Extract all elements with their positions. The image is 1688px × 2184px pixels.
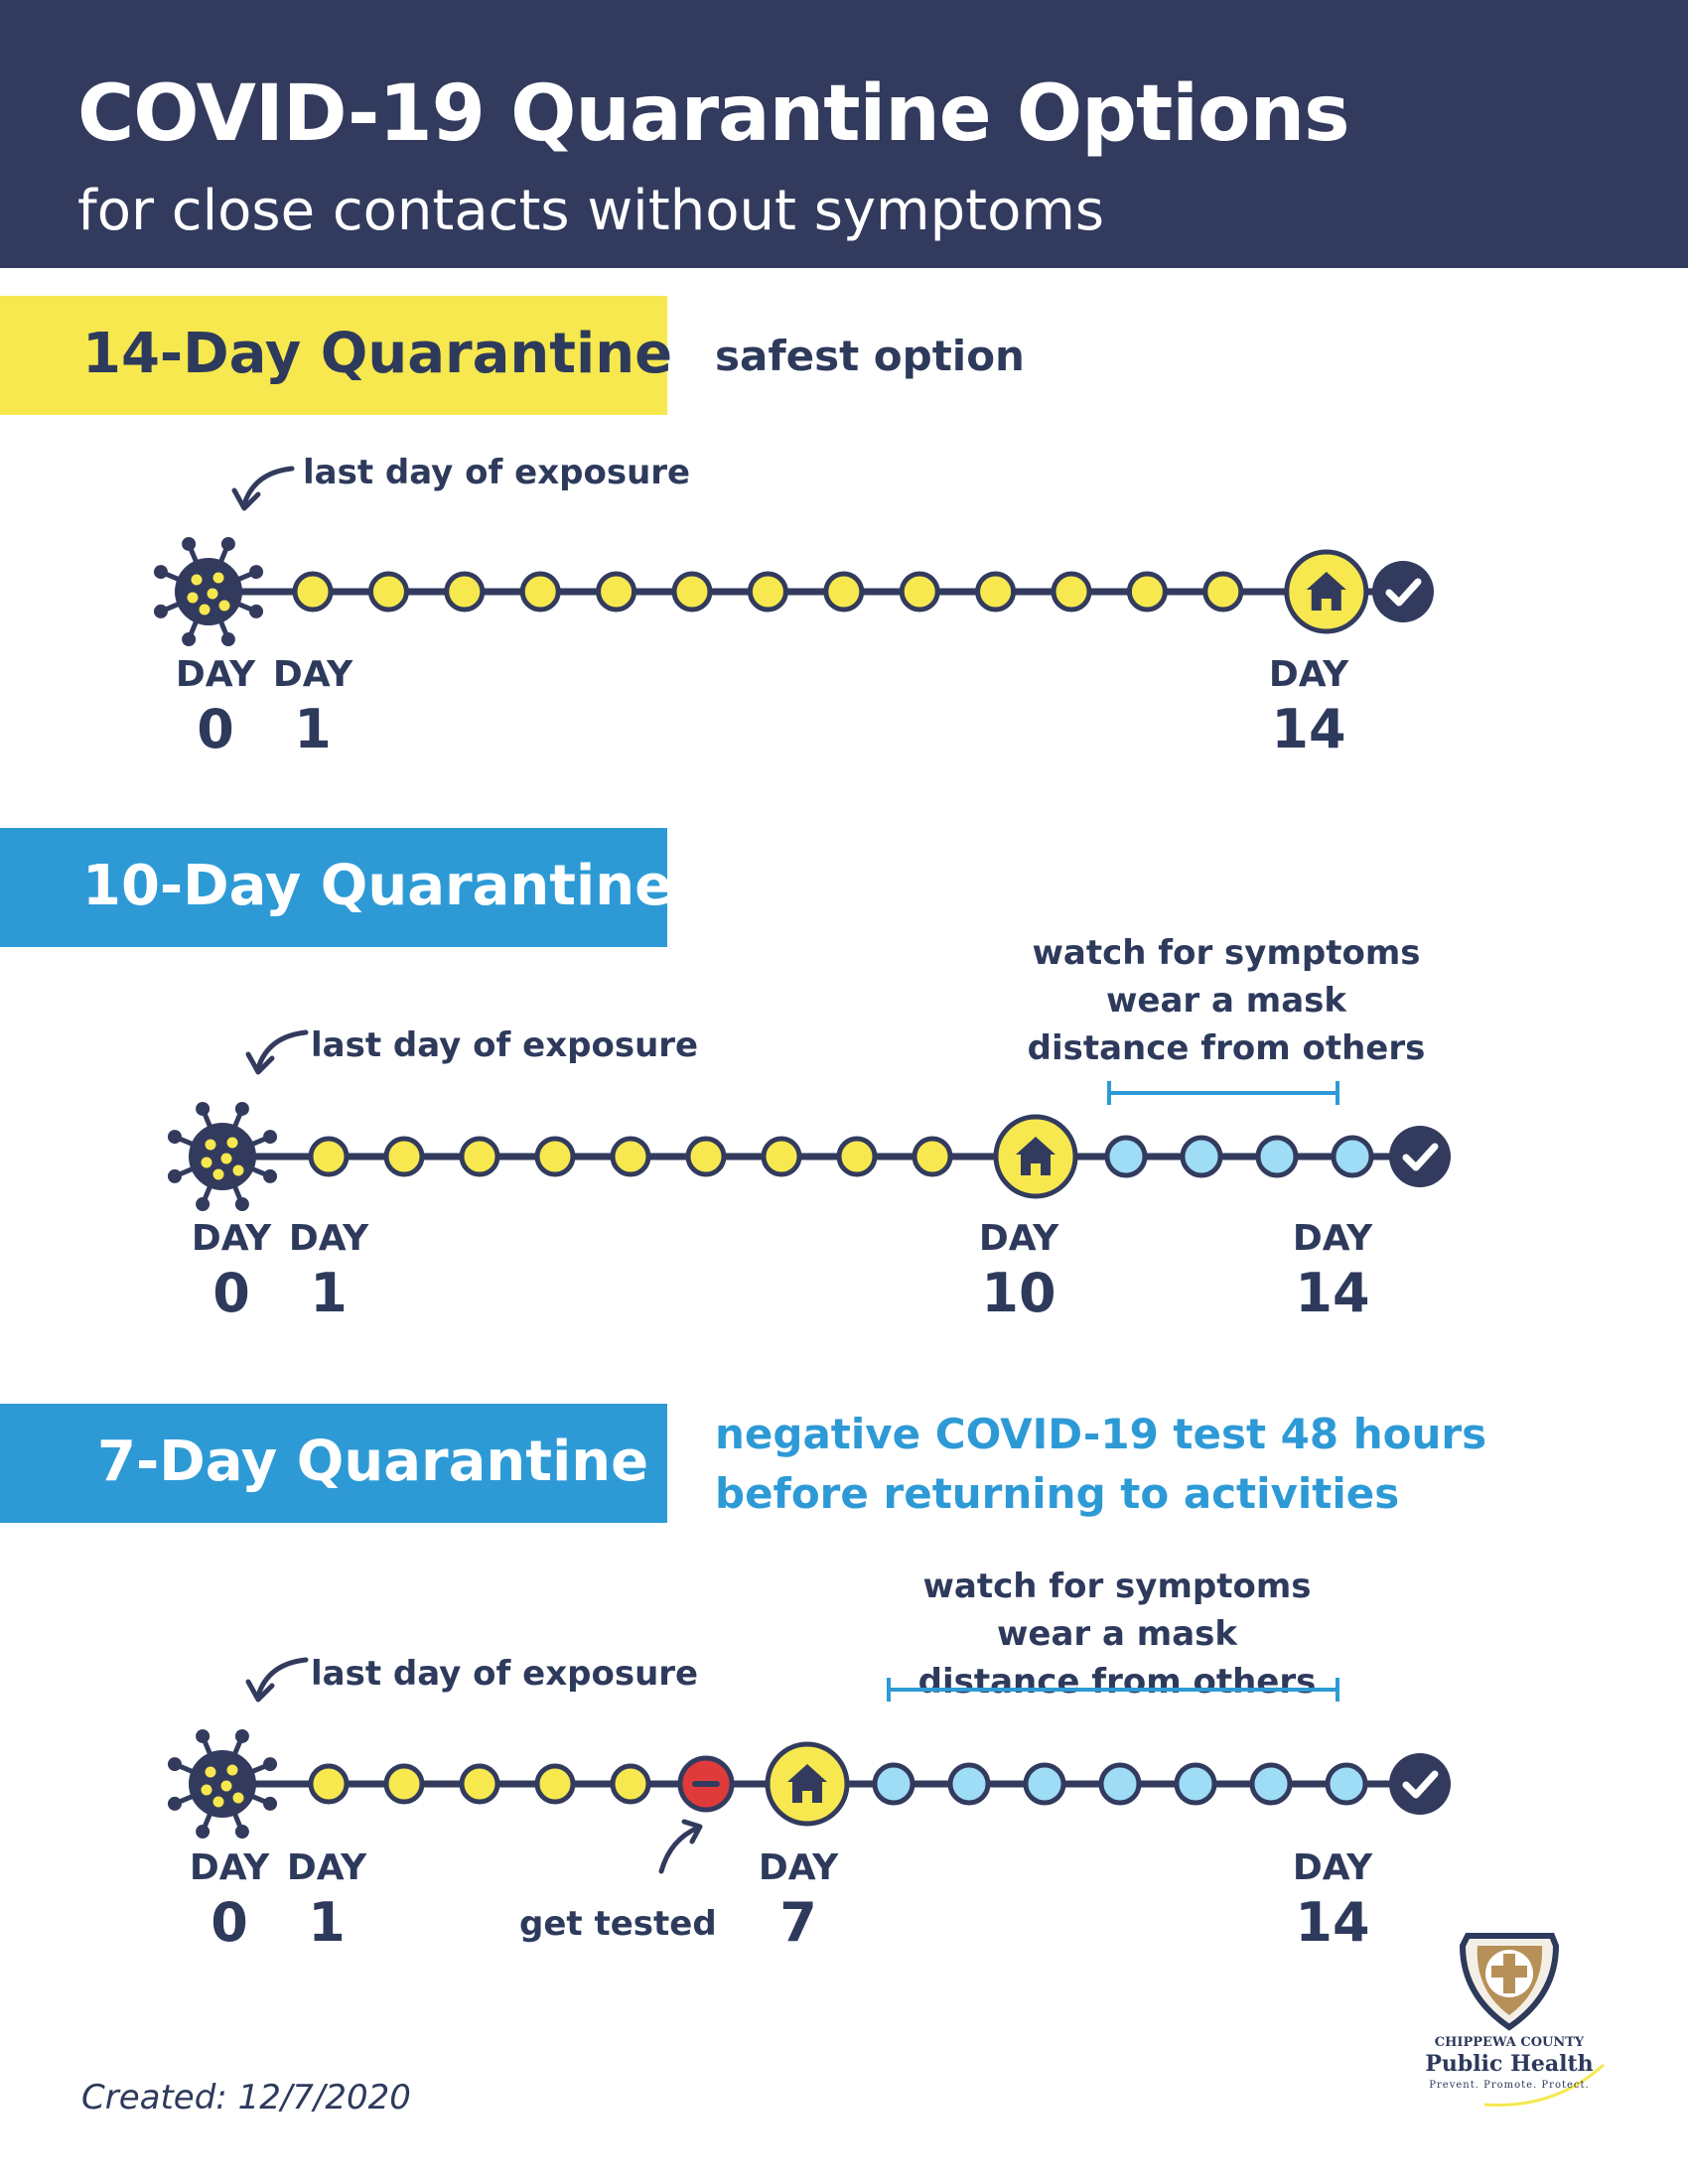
timeline-14-day — [0, 514, 1688, 673]
day-14-label-10: DAY 14 — [1292, 1218, 1373, 1324]
check-icon — [1389, 1753, 1451, 1815]
monitor-day-dot — [1328, 1765, 1365, 1803]
quarantine-day-dot — [447, 574, 483, 610]
quarantine-day-dot — [613, 1139, 648, 1174]
banner-10-day-title: 10-Day Quarantine — [82, 854, 673, 918]
logo-tagline: Prevent. Promote. Protect. — [1429, 2080, 1590, 2091]
banner-7-day-title: 7-Day Quarantine — [97, 1430, 649, 1494]
quarantine-day-dot — [1129, 574, 1165, 610]
quarantine-day-dot — [1205, 574, 1241, 610]
day-14-label-7: DAY 14 — [1292, 1847, 1373, 1954]
quarantine-day-dot — [311, 1766, 347, 1802]
monitor-day-dot — [1107, 1138, 1145, 1175]
minus-icon — [680, 1758, 732, 1810]
monitor-day-dot — [1177, 1765, 1214, 1803]
quarantine-day-dot — [688, 1139, 724, 1174]
day-1-label-7: DAY 1 — [286, 1847, 367, 1954]
precaution-mask-7: wear a mask — [996, 1614, 1238, 1654]
day-1-label-10: DAY 1 — [288, 1218, 369, 1324]
day-10-label-10: DAY 10 — [978, 1218, 1059, 1324]
quarantine-day-dot — [826, 574, 862, 610]
home-icon — [996, 1117, 1075, 1196]
quarantine-day-dot — [613, 1766, 648, 1802]
page-subtitle: for close contacts without symptoms — [77, 179, 1105, 243]
quarantine-day-dot — [914, 1139, 950, 1174]
monitor-day-dot — [1252, 1765, 1290, 1803]
day-0-label-10: DAY 0 — [191, 1218, 272, 1324]
quarantine-day-dot — [750, 574, 785, 610]
quarantine-day-dot — [386, 1766, 422, 1802]
timeline-7-day — [0, 1706, 1688, 1864]
monitor-day-dot — [950, 1765, 988, 1803]
banner-10-day — [0, 828, 673, 947]
monitor-day-dot — [1334, 1138, 1371, 1175]
banner-14-day — [0, 296, 673, 415]
quarantine-day-dot — [978, 574, 1014, 610]
quarantine-day-dot — [386, 1139, 422, 1174]
precaution-mask-10: wear a mask — [1105, 981, 1347, 1021]
logo-public-health: Public Health — [1425, 2051, 1594, 2077]
quarantine-day-dot — [839, 1139, 875, 1174]
quarantine-day-dot — [311, 1139, 347, 1174]
test-arrow-icon — [661, 1828, 698, 1871]
quarantine-day-dot — [1054, 574, 1089, 610]
check-icon — [1389, 1126, 1451, 1187]
precaution-distance-10: distance from others — [1027, 1028, 1426, 1068]
quarantine-day-dot — [462, 1766, 497, 1802]
safest-option-note: safest option — [715, 332, 1025, 380]
quarantine-day-dot — [902, 574, 937, 610]
page-title: COVID-19 Quarantine Options — [77, 69, 1349, 159]
get-tested-label: get tested — [519, 1904, 717, 1944]
precautions-7-day — [884, 1563, 1350, 1706]
day-1-label-14: DAY 1 — [272, 654, 353, 760]
banner-14-day-title: 14-Day Quarantine — [82, 322, 673, 386]
quarantine-day-dot — [764, 1139, 799, 1174]
created-date: Created: 12/7/2020 — [81, 2078, 411, 2117]
day-14-label-14: DAY 14 — [1268, 654, 1349, 760]
day-7-label-7: DAY 7 — [758, 1847, 839, 1954]
precautions-10-day — [993, 929, 1460, 1072]
precaution-symptoms-10: watch for symptoms — [1032, 933, 1421, 973]
monitor-day-dot — [1258, 1138, 1296, 1175]
quarantine-day-dot — [522, 574, 558, 610]
exposure-label-14: last day of exposure — [303, 453, 691, 492]
quarantine-day-dot — [462, 1139, 497, 1174]
timeline-10-day — [0, 1078, 1688, 1237]
home-icon — [768, 1744, 847, 1824]
quarantine-day-dot — [599, 574, 634, 610]
precaution-symptoms-7: watch for symptoms — [922, 1567, 1312, 1606]
monitor-day-dot — [1101, 1765, 1139, 1803]
test-note-line-2: before returning to activities — [715, 1469, 1400, 1518]
quarantine-day-dot — [537, 1139, 573, 1174]
quarantine-day-dot — [370, 574, 406, 610]
logo-county: CHIPPEWA COUNTY — [1434, 2035, 1585, 2050]
monitor-day-dot — [875, 1765, 913, 1803]
exposure-label-7: last day of exposure — [311, 1654, 699, 1694]
precaution-distance-7: distance from others — [917, 1662, 1317, 1702]
home-icon — [1287, 552, 1366, 631]
quarantine-day-dot — [674, 574, 710, 610]
quarantine-day-dot — [295, 574, 331, 610]
day-0-label-7: DAY 0 — [189, 1847, 270, 1954]
header-banner — [0, 0, 1688, 268]
exposure-label-10: last day of exposure — [311, 1025, 699, 1065]
monitor-day-dot — [1026, 1765, 1063, 1803]
day-0-label-14: DAY 0 — [175, 654, 256, 760]
banner-7-day — [0, 1404, 667, 1523]
check-icon — [1372, 561, 1434, 622]
quarantine-day-dot — [537, 1766, 573, 1802]
monitor-day-dot — [1183, 1138, 1220, 1175]
test-note-line-1: negative COVID-19 test 48 hours — [715, 1410, 1487, 1458]
chippewa-county-logo — [1385, 1916, 1633, 2115]
